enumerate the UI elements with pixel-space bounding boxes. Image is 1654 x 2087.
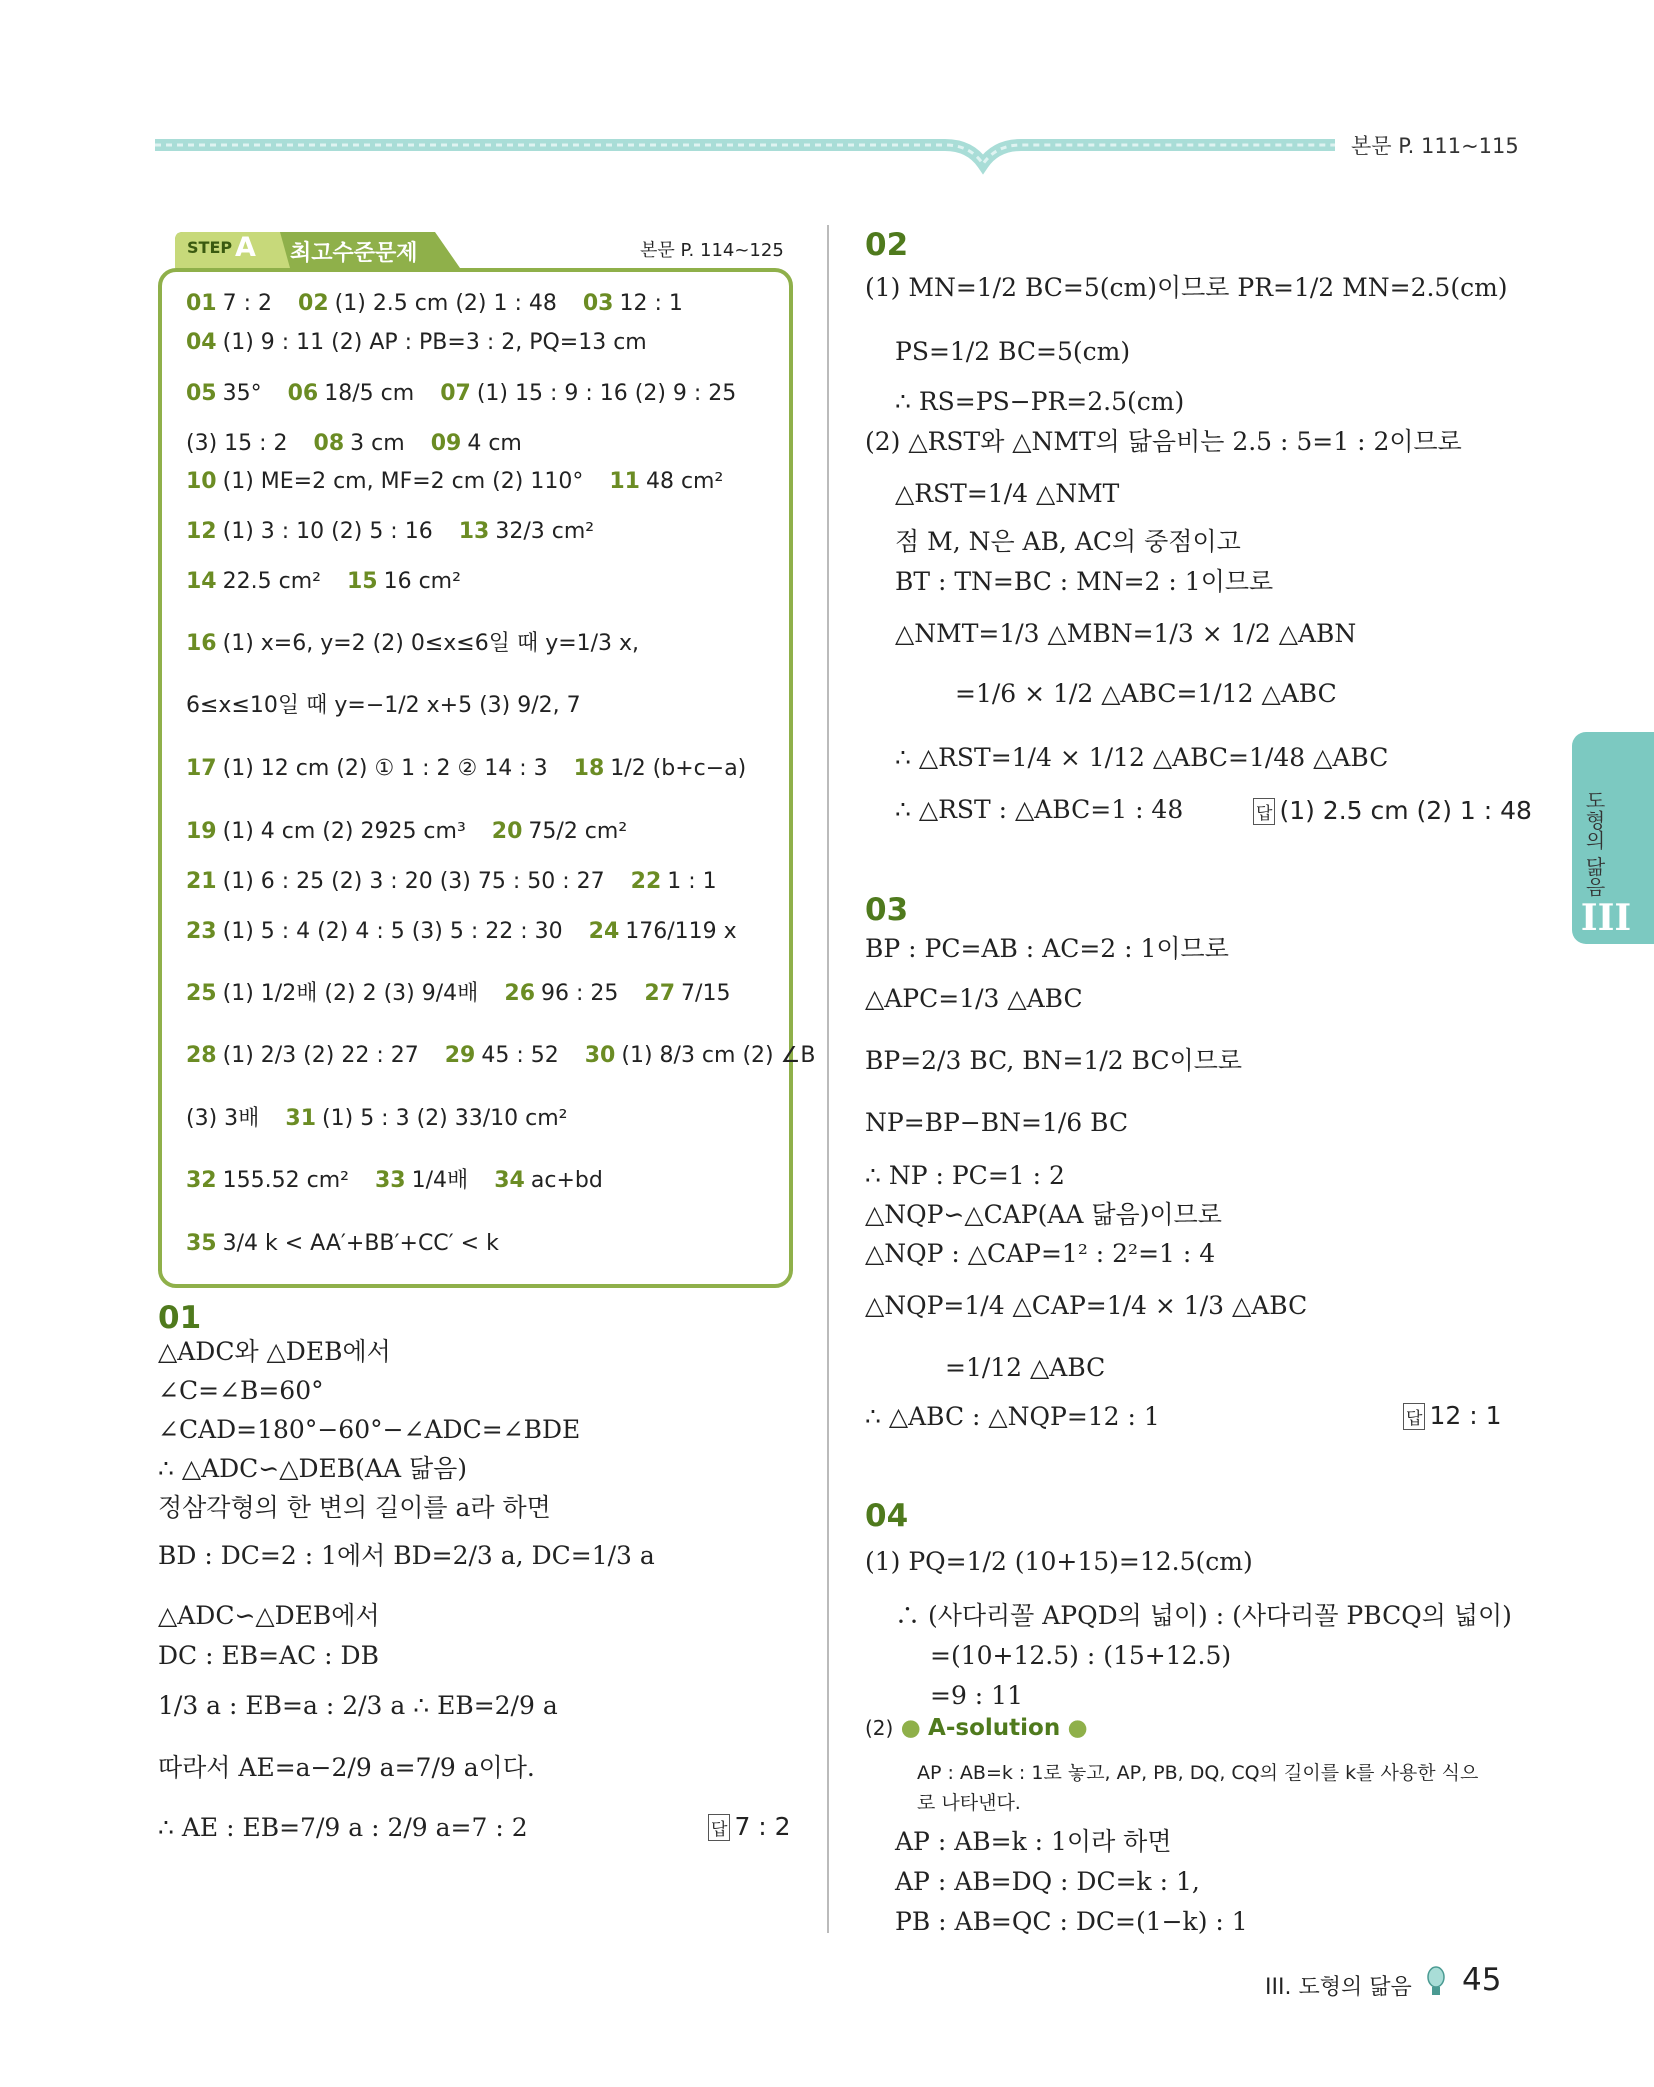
answer-item [631, 869, 717, 894]
answer-item [186, 819, 466, 844]
answer-value: 6≤x≤10일 때 y=−1/2 x+5 (3) 9/2, 7 [186, 693, 581, 718]
solution-line: △NMT=1/3 △MBN=1/3 × 1/2 △ABN [895, 619, 1357, 648]
solution-line: ∴ AE : EB=7/9 a : 2/9 a=7 : 2 [158, 1813, 528, 1842]
answer-item [445, 1043, 559, 1068]
answer-item [589, 919, 737, 944]
solution-line: ∠C=∠B=60° [158, 1376, 324, 1405]
answer-item [186, 431, 288, 456]
answer-value: (1) x=6, y=2 (2) 0≤x≤6일 때 y=1/3 x, [222, 631, 640, 656]
solution-line: 정삼각형의 한 변의 길이를 a라 하면 [158, 1493, 551, 1522]
answer-number: 26 [504, 981, 536, 1006]
step-title: 최고수준문제 [290, 241, 418, 266]
answer-item [186, 1231, 499, 1256]
solution-line: (1) PQ=1/2 (10+15)=12.5(cm) [865, 1547, 1253, 1576]
solution-line: ∴ △ADC∽△DEB(AA 닮음) [158, 1454, 468, 1483]
answer-number: 23 [186, 919, 217, 944]
answer-item [186, 469, 583, 494]
step-letter: A [235, 232, 256, 263]
answer-row [186, 818, 653, 847]
answer-item [609, 469, 723, 494]
answer-row [186, 1230, 525, 1259]
answer-number: 13 [458, 519, 490, 544]
answer-row [186, 568, 487, 597]
header-rule [155, 128, 1335, 178]
answer-value: 22.5 cm² [222, 569, 321, 594]
answer-number: 33 [374, 1168, 406, 1193]
solution-line: 따라서 AE=a−2/9 a=7/9 a이다. [158, 1753, 535, 1782]
solution-line: PB : AB=QC : DC=(1−k) : 1 [895, 1907, 1248, 1936]
answer-number: 06 [287, 381, 319, 406]
a-solution-dot-icon: ● [1067, 1715, 1088, 1741]
answer-value: 176/119 x [625, 919, 737, 944]
answer-number: 24 [588, 919, 620, 944]
answer-row [186, 329, 673, 358]
answer-value: (3) 3배 [186, 1106, 260, 1131]
solution-line: (2) △RST와 △NMT의 닮음비는 2.5 : 5=1 : 2이므로 [865, 427, 1462, 456]
answer-item [574, 756, 747, 781]
answer-value: 45 : 52 [481, 1043, 559, 1068]
answer-row [186, 630, 665, 659]
answer-row [186, 918, 763, 947]
answer-number: 29 [444, 1043, 476, 1068]
answer-value: (1) 1/2배 (2) 2 (3) 9/4배 [222, 981, 479, 1006]
answer-number: 01 [186, 291, 217, 316]
answer-value: (1) 15 : 9 : 16 (2) 9 : 25 [476, 381, 737, 406]
answer-item [186, 869, 605, 894]
a-solution-note-2: 로 나타낸다. [917, 1792, 1021, 1814]
answer-item [583, 291, 683, 316]
answer-number: 12 [186, 519, 217, 544]
solution-01-answer [708, 1812, 791, 1841]
answer-item [494, 1168, 603, 1193]
solution-line: =9 : 11 [930, 1681, 1023, 1710]
solution-02-answer [1253, 796, 1532, 825]
header-page-ref: 본문 P. 111~115 [1345, 130, 1519, 160]
answer-item [504, 981, 618, 1006]
answer-value: (1) 2/3 (2) 22 : 27 [222, 1043, 419, 1068]
answer-item [585, 1043, 816, 1068]
solution-line: △RST=1/4 △NMT [895, 479, 1120, 508]
column-divider [827, 225, 829, 1933]
answer-number: 21 [186, 869, 217, 894]
answer-item [186, 569, 321, 594]
bulb-icon [1426, 1966, 1446, 1998]
solution-line: △APC=1/3 △ABC [865, 984, 1083, 1013]
footer-chapter: III. 도형의 닮음 [1265, 1975, 1412, 2000]
answer-number: 10 [186, 469, 217, 494]
answer-item [186, 1168, 349, 1193]
answer-value: 18/5 cm [324, 381, 415, 406]
step-tab [175, 232, 455, 268]
solution-line: ∠CAD=180°−60°−∠ADC=∠BDE [158, 1415, 581, 1444]
a-solution-heading [865, 1715, 1088, 1741]
solution-line: ∴ △RST : △ABC=1 : 48 [895, 795, 1184, 824]
answer-value: (1) 6 : 25 (2) 3 : 20 (3) 75 : 50 : 27 [222, 869, 605, 894]
answer-value: (1) ME=2 cm, MF=2 cm (2) 110° [222, 469, 584, 494]
answer-item [459, 519, 594, 544]
answer-item [431, 431, 522, 456]
answer-value: 12 : 1 [619, 291, 683, 316]
step-label: STEP [187, 238, 233, 257]
answer-text: 7 : 2 [734, 1812, 791, 1841]
answer-row [186, 380, 762, 409]
answer-item [186, 693, 581, 718]
answer-number: 04 [186, 330, 217, 355]
solution-04-number: 04 [865, 1498, 909, 1534]
answer-number: 17 [186, 756, 217, 781]
answer-number: 18 [573, 756, 605, 781]
answer-value: 3 cm [350, 431, 405, 456]
answer-mark: 답 [1253, 798, 1275, 825]
solution-line: 1/3 a : EB=a : 2/3 a ∴ EB=2/9 a [158, 1691, 558, 1720]
answer-number: 15 [346, 569, 378, 594]
answer-number: 16 [186, 631, 217, 656]
solution-line: =(10+12.5) : (15+12.5) [930, 1641, 1232, 1670]
a-solution-prefix: (2) [865, 1716, 894, 1740]
a-solution-dot-icon: ● [900, 1715, 921, 1741]
answer-value: 7 : 2 [222, 291, 273, 316]
answer-value: (1) 4 cm (2) 2925 cm³ [222, 819, 466, 844]
answer-number: 19 [186, 819, 217, 844]
solution-line: (1) MN=1/2 BC=5(cm)이므로 PR=1/2 MN=2.5(cm) [865, 273, 1508, 302]
answer-item [186, 330, 647, 355]
solution-line: BT : TN=BC : MN=2 : 1이므로 [895, 567, 1274, 596]
answer-number: 31 [285, 1106, 317, 1131]
solution-line: △ADC∽△DEB에서 [158, 1601, 380, 1630]
answer-number: 09 [430, 431, 462, 456]
answer-value: 3/4 k < AA′+BB′+CC′ < k [222, 1231, 499, 1256]
answer-number: 34 [494, 1168, 525, 1193]
answer-row [186, 980, 756, 1009]
answer-number: 27 [644, 981, 676, 1006]
solution-line: ∴ NP : PC=1 : 2 [865, 1161, 1065, 1190]
answer-number: 35 [186, 1231, 217, 1256]
answer-item [347, 569, 461, 594]
solution-line: NP=BP−BN=1/6 BC [865, 1108, 1129, 1137]
answer-value: (1) 12 cm (2) ① 1 : 2 ② 14 : 3 [222, 756, 548, 781]
answer-value: (3) 15 : 2 [186, 431, 288, 456]
solution-line: BP : PC=AB : AC=2 : 1이므로 [865, 934, 1229, 963]
answer-row [186, 692, 607, 721]
solution-line: △NQP∽△CAP(AA 닮음)이므로 [865, 1200, 1222, 1229]
answer-value: (1) 5 : 4 (2) 4 : 5 (3) 5 : 22 : 30 [222, 919, 563, 944]
answer-item [186, 756, 548, 781]
answer-number: 22 [630, 869, 662, 894]
answer-value: 155.52 cm² [222, 1168, 349, 1193]
answer-item [186, 631, 639, 656]
answer-item [186, 981, 478, 1006]
answer-number: 11 [609, 469, 640, 494]
answer-mark: 답 [708, 1814, 730, 1841]
a-solution-label: A-solution [928, 1715, 1061, 1741]
solution-line: ∴ RS=PS−PR=2.5(cm) [895, 387, 1185, 416]
solution-line: BP=2/3 BC, BN=1/2 BC이므로 [865, 1046, 1243, 1075]
answer-text: (1) 2.5 cm (2) 1 : 48 [1279, 796, 1532, 825]
side-tab-roman: III [1580, 897, 1632, 939]
answer-item [375, 1168, 468, 1193]
answer-row [186, 430, 548, 459]
answer-row [186, 290, 709, 319]
solution-line: ∴ △ABC : △NQP=12 : 1 [865, 1402, 1160, 1431]
solution-line: 점 M, N은 AB, AC의 중점이고 [895, 527, 1241, 556]
answer-number: 28 [186, 1043, 217, 1068]
answer-number: 32 [186, 1168, 217, 1193]
answer-item [186, 1106, 259, 1131]
solution-line: =1/12 △ABC [945, 1353, 1106, 1382]
answer-item [288, 381, 415, 406]
solution-02-number: 02 [865, 227, 909, 263]
solution-line: =1/6 × 1/2 △ABC=1/12 △ABC [955, 679, 1337, 708]
answer-number: 02 [298, 291, 329, 316]
answer-number: 25 [186, 981, 217, 1006]
solution-01-number: 01 [158, 1300, 202, 1336]
answer-item [285, 1106, 567, 1131]
answer-text: 12 : 1 [1429, 1401, 1502, 1430]
answer-value: 32/3 cm² [495, 519, 595, 544]
solution-line: △NQP=1/4 △CAP=1/4 × 1/3 △ABC [865, 1291, 1308, 1320]
solution-line: AP : AB=DQ : DC=k : 1, [895, 1867, 1200, 1896]
answer-number: 07 [440, 381, 471, 406]
a-solution-note-1: AP : AB=k : 1로 놓고, AP, PB, DQ, CQ의 길이를 k를 사용한 식으 [917, 1762, 1479, 1784]
answer-item [314, 431, 405, 456]
answer-value: (1) 3 : 10 (2) 5 : 16 [222, 519, 433, 544]
solution-line: △NQP : △CAP=1² : 2²=1 : 4 [865, 1239, 1216, 1268]
answer-value: (1) 5 : 3 (2) 33/10 cm² [322, 1106, 568, 1131]
answer-number: 08 [313, 431, 345, 456]
answer-mark: 답 [1403, 1403, 1425, 1430]
answer-value: 7/15 [681, 981, 731, 1006]
answer-number: 14 [186, 569, 217, 594]
answer-row [186, 1105, 593, 1134]
step-page-ref: 본문 P. 114~125 [640, 240, 784, 261]
answer-row [186, 868, 743, 897]
answer-row [186, 468, 749, 497]
answer-item [298, 291, 557, 316]
answer-item [440, 381, 736, 406]
answer-item [186, 919, 563, 944]
answer-value: 16 cm² [383, 569, 461, 594]
answer-item [492, 819, 627, 844]
solution-03-number: 03 [865, 892, 909, 928]
answer-number: 30 [584, 1043, 616, 1068]
answer-row [186, 1167, 629, 1196]
answer-value: 1 : 1 [667, 869, 717, 894]
answer-value: (1) 2.5 cm (2) 1 : 48 [334, 291, 557, 316]
answer-item [186, 381, 262, 406]
answer-number: 03 [582, 291, 614, 316]
answer-value: 48 cm² [645, 469, 724, 494]
solution-line: BD : DC=2 : 1에서 BD=2/3 a, DC=1/3 a [158, 1541, 655, 1570]
answer-value: 4 cm [467, 431, 522, 456]
side-tab-text: 도형의 닮음 [1582, 790, 1606, 897]
solution-line: △ADC와 △DEB에서 [158, 1337, 391, 1366]
answer-row [186, 518, 620, 547]
solution-03-answer [1403, 1401, 1501, 1430]
answer-item [186, 519, 433, 544]
solution-line: AP : AB=k : 1이라 하면 [895, 1827, 1172, 1856]
answer-value: 1/2 (b+c−a) [610, 756, 747, 781]
solution-line: ∴ (사다리꼴 APQD의 넓이) : (사다리꼴 PBCQ의 넓이) [895, 1601, 1512, 1630]
answer-row [186, 1042, 841, 1071]
answer-number: 05 [186, 381, 217, 406]
page-number: 45 [1462, 1962, 1502, 1998]
answer-value: 75/2 cm² [528, 819, 628, 844]
answer-item [186, 291, 272, 316]
answer-row [186, 755, 772, 784]
solution-line: DC : EB=AC : DB [158, 1641, 379, 1670]
answer-item [644, 981, 730, 1006]
answer-number: 20 [491, 819, 523, 844]
answer-value: 1/4배 [411, 1168, 469, 1193]
answer-item [186, 1043, 419, 1068]
answer-value: ac+bd [530, 1168, 603, 1193]
answer-value: 96 : 25 [541, 981, 619, 1006]
solution-line: PS=1/2 BC=5(cm) [895, 337, 1131, 366]
answer-value: 35° [222, 381, 262, 406]
solution-line: ∴ △RST=1/4 × 1/12 △ABC=1/48 △ABC [895, 743, 1389, 772]
answer-value: (1) 9 : 11 (2) AP : PB=3 : 2, PQ=13 cm [222, 330, 647, 355]
answer-value: (1) 8/3 cm (2) ∠B [621, 1043, 816, 1068]
